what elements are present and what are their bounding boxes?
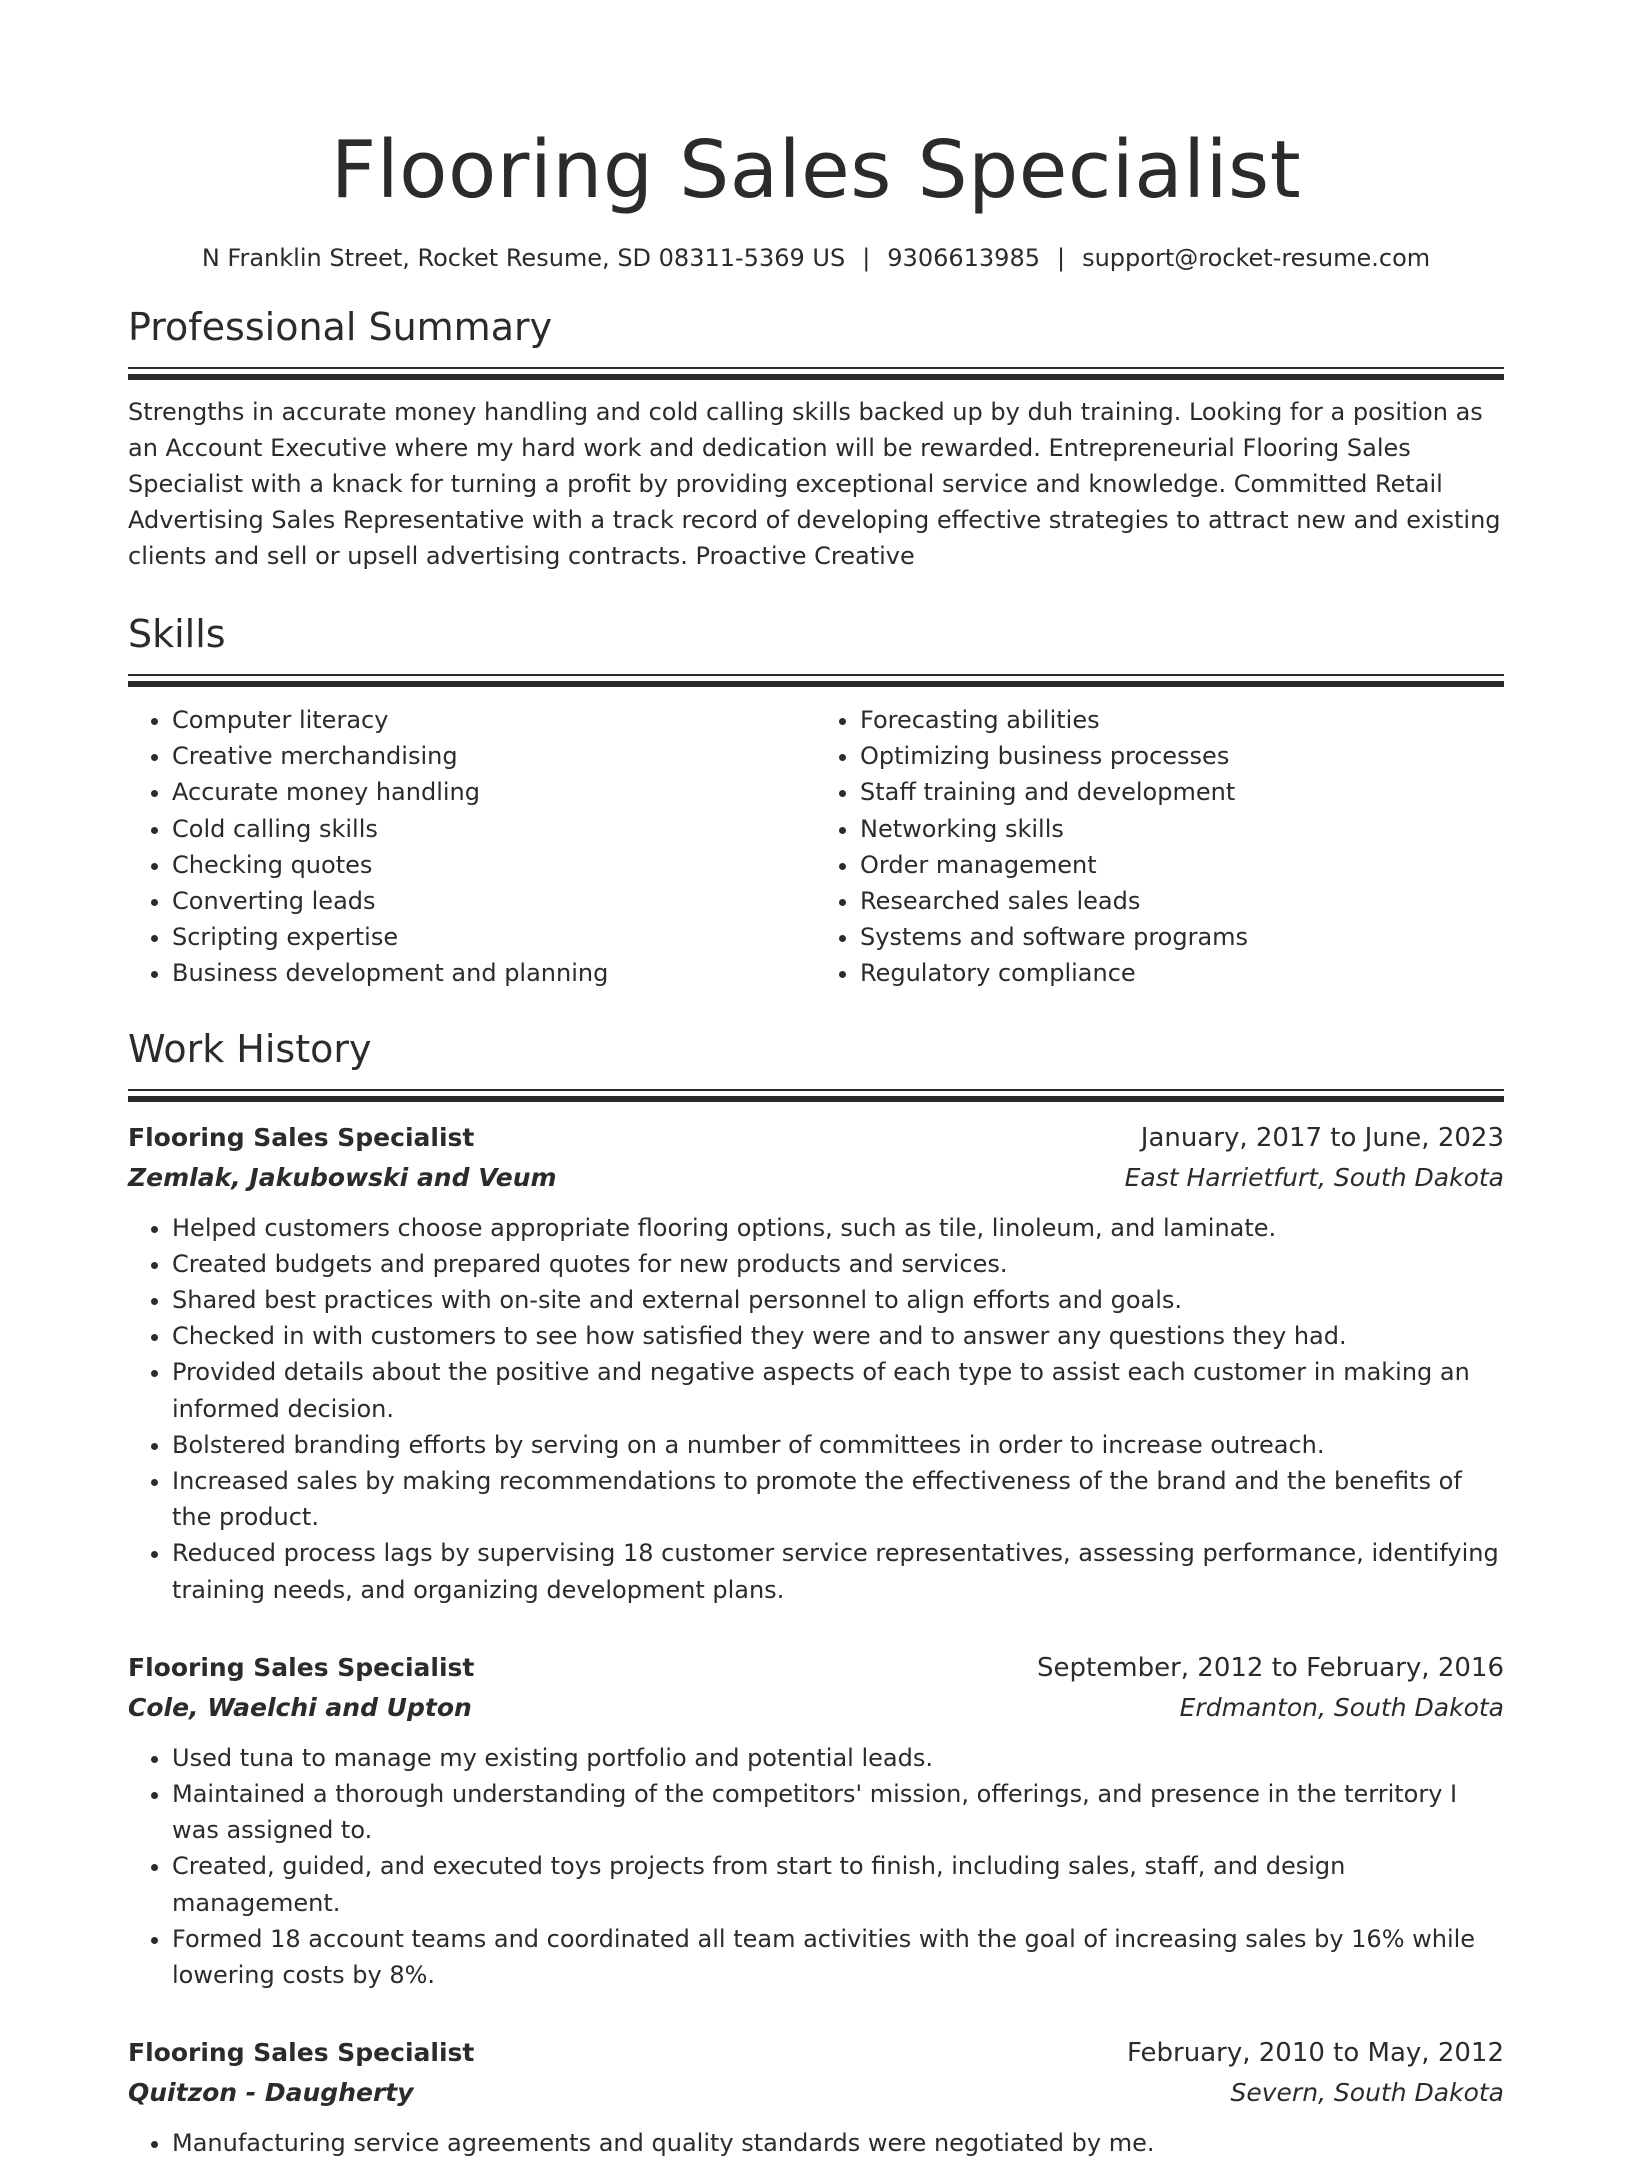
job-entry [128,1118,1504,1608]
skill-item: • Staff training and development [860,774,1504,810]
skill-item: • Order management [860,847,1504,883]
job-bullets [128,1740,1504,1993]
section-title-work: Work History [128,1026,372,1071]
job-bullet: • Provided details about the positive and negative aspects of each type to assist each customer in making an informed decision. [172,1354,1504,1426]
skill-item: • Cold calling skills [172,811,816,847]
job-company: Cole, Waelchi and Upton [128,1692,472,1722]
skill-item: • Systems and software programs [860,919,1504,955]
job-bullet: • Used tuna to manage my existing portfolio and potential leads. [172,1740,1504,1776]
job-title: Flooring Sales Specialist [128,2038,475,2068]
job-header-row [128,1118,1504,1158]
skill-item: • Checking quotes [172,847,816,883]
skill-item: • Forecasting abilities [860,702,1504,738]
job-title: Flooring Sales Specialist [128,1652,475,1682]
job-bullet: • Created budgets and prepared quotes for new products and services. [172,1246,1504,1282]
skills-columns [128,702,1504,992]
skill-item: • Researched sales leads [860,883,1504,919]
job-bullet: • Increased sales by making recommendations to promote the effectiveness of the brand and the benefits of the product. [172,1463,1504,1535]
job-dates: February, 2010 to May, 2012 [1127,2038,1504,2069]
skill-item: • Scripting expertise [172,919,816,955]
job-entry [128,1648,1504,1993]
job-company-row [128,2073,1504,2113]
job-header-row [128,2033,1504,2073]
job-bullet: • Created, guided, and executed toys projects from start to finish, including sales, staff, and design management. [172,1848,1504,1920]
contact-email: support@rocket-resume.com [1082,244,1431,272]
job-location: Severn, South Dakota [1230,2078,1504,2108]
skill-item: • Converting leads [172,883,816,919]
skill-item: • Computer literacy [172,702,816,738]
job-location: Erdmanton, South Dakota [1179,1692,1504,1722]
resume-name: Flooring Sales Specialist [330,124,1302,216]
section-divider [128,674,1504,687]
job-bullet: • Manufacturing service agreements and quality standards were negotiated by me. [172,2125,1504,2161]
contact-line [128,241,1504,275]
skills-section [128,610,1504,992]
job-location: East Harrietfurt, South Dakota [1124,1162,1504,1192]
skill-item: • Accurate money handling [172,774,816,810]
contact-address: N Franklin Street, Rocket Resume, SD 08311-5369 US [201,244,846,272]
job-bullets [128,1210,1504,1608]
skill-item: • Creative merchandising [172,738,816,774]
job-company: Quitzon - Daugherty [128,2078,414,2108]
job-company: Zemlak, Jakubowski and Veum [128,1162,557,1192]
job-bullet: • Shared best practices with on-site and external personnel to align efforts and goals. [172,1282,1504,1318]
job-entry [128,2033,1504,2161]
contact-phone: 9306613985 [887,244,1040,272]
job-bullet: • Maintained a thorough understanding of the competitors' mission, offerings, and presence in the territory I was assigned to. [172,1776,1504,1848]
job-bullet: • Reduced process lags by supervising 18 customer service representatives, assessing performance, identifying training needs, and organizing development plans. [172,1535,1504,1607]
professional-summary-section [128,303,1504,574]
section-divider [128,367,1504,380]
skill-item: • Regulatory compliance [860,955,1504,991]
contact-separator: | [862,244,871,272]
skill-item: • Optimizing business processes [860,738,1504,774]
job-bullets [128,2125,1504,2161]
job-bullet: • Checked in with customers to see how satisfied they were and to answer any questions they had. [172,1318,1504,1354]
job-title: Flooring Sales Specialist [128,1122,475,1152]
job-dates: January, 2017 to June, 2023 [1140,1122,1504,1153]
job-company-row [128,1158,1504,1198]
contact-separator: | [1056,244,1066,272]
job-bullet: • Formed 18 account teams and coordinated all team activities with the goal of increasing sales by 16% while lowering costs by 8%. [172,1921,1504,1993]
section-title-summary: Professional Summary [128,305,553,349]
job-header-row [128,1648,1504,1688]
job-company-row [128,1688,1504,1728]
summary-text: Strengths in accurate money handling and cold calling skills backed up by duh training. Looking for a position as an Account Executive where my hard work and dedication will be rewarded. Entrepreneurial Flooring Sales Specialist with a knack for turning a profit by providing exceptional service and knowledge. Committed Retail Advertising Sales Representative with a track record of developing effective strategies to attract new and existing clients and sell or upsell advertising contracts. Proactive Creative [128,398,1501,570]
skill-item: • Business development and planning [172,955,816,991]
skills-list-right [816,702,1504,992]
job-bullet: • Helped customers choose appropriate flooring options, such as tile, linoleum, and laminate. [172,1210,1504,1246]
job-dates: September, 2012 to February, 2016 [1037,1652,1504,1683]
skills-list-left [128,702,816,992]
work-history-section [128,1025,1504,2161]
skill-item: • Networking skills [860,811,1504,847]
section-title-skills: Skills [128,612,226,656]
section-divider [128,1089,1504,1102]
job-bullet: • Bolstered branding efforts by serving on a number of committees in order to increase outreach. [172,1427,1504,1463]
